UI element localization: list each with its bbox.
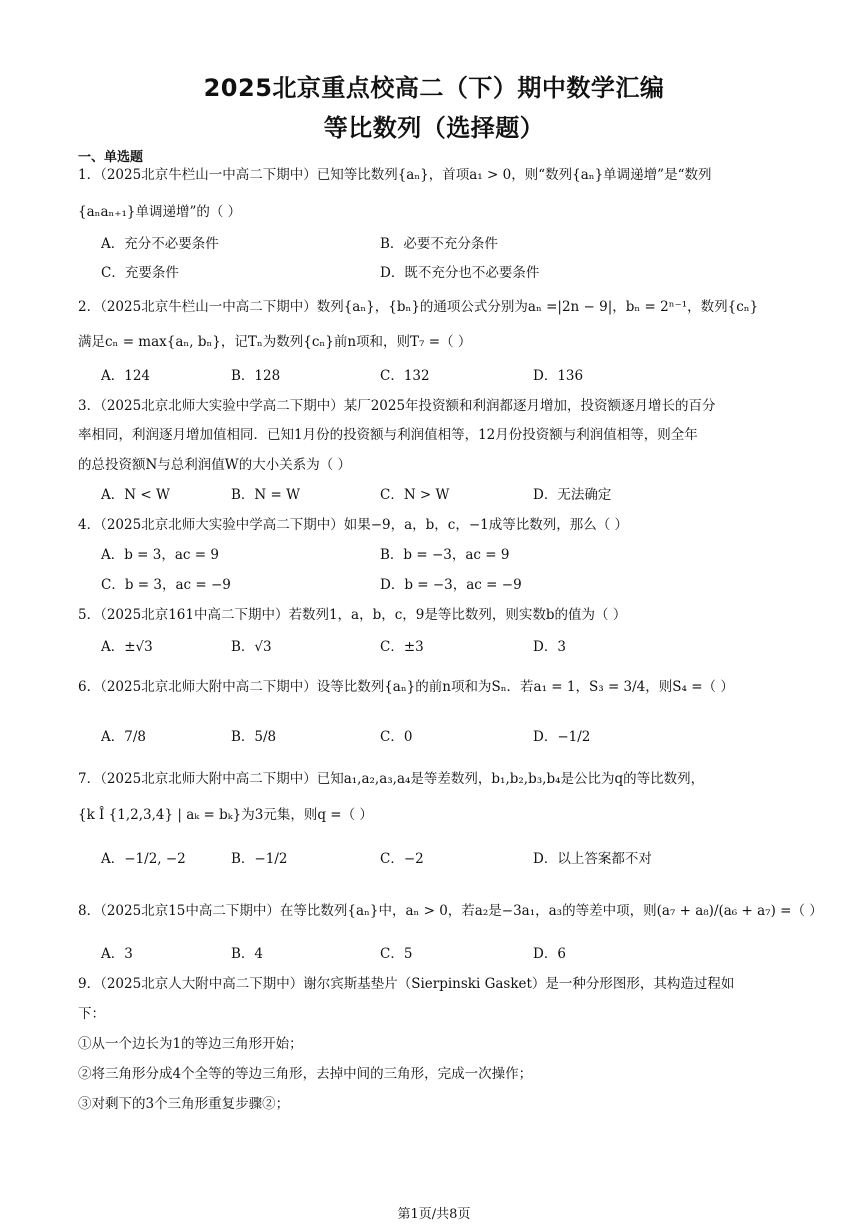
- option-b: B．√3: [231, 639, 272, 655]
- question-text: 1．（2025北京牛栏山一中高二下期中）已知等比数列{aₙ}，首项a₁ > 0，则“数列{aₙ}单调递增”是“数列: [78, 167, 712, 183]
- question-text: 下：: [78, 1006, 105, 1022]
- question-text: 2．（2025北京牛栏山一中高二下期中）数列{aₙ}，{bₙ}的通项公式分别为aₙ =|2n − 9|，bₙ = 2ⁿ⁻¹，数列{cₙ}: [78, 299, 759, 315]
- option-b: B．5/8: [231, 729, 277, 745]
- option-a: A．充分不必要条件: [101, 236, 219, 252]
- option-c: C．5: [380, 946, 413, 962]
- question-text: 7．（2025北京北师大附中高二下期中）已知a₁,a₂,a₃,a₄是等差数列，b₁,b₂,b₃,b₄是公比为q的等比数列，: [78, 771, 705, 787]
- question-text: 率相同，利润逐月增加值相同．已知1月份的投资额与利润值相等，12月份投资额与利润值相等，则全年: [78, 427, 698, 443]
- option-d: D．无法确定: [533, 487, 612, 503]
- option-d: D．既不充分也不必要条件: [380, 265, 540, 281]
- section-heading: 一、单选题: [78, 150, 144, 165]
- document-title: 2025北京重点校高二（下）期中数学汇编: [203, 74, 665, 102]
- question-text: 4．（2025北京北师大实验中学高二下期中）如果−9，a，b，c，−1成等比数列，那么（ ）: [78, 517, 629, 533]
- option-a: A．b = 3，ac = 9: [101, 547, 219, 563]
- page-number: 第1页/共8页: [397, 1207, 471, 1222]
- option-d: D．−1/2: [533, 729, 591, 745]
- option-a: A．N < W: [101, 487, 170, 503]
- option-d: D．以上答案都不对: [533, 851, 652, 867]
- question-text: 6．（2025北京北师大附中高二下期中）设等比数列{aₙ}的前n项和为Sₙ．若a₁ = 1，S₃ = 3/4，则S₄ =（ ）: [78, 679, 734, 695]
- option-a: A．±√3: [101, 639, 153, 655]
- option-d: D．3: [533, 639, 566, 655]
- question-text: {k Î {1,2,3,4} | aₖ = bₖ}为3元集，则q =（ ）: [78, 807, 373, 823]
- option-c: C．b = 3，ac = −9: [101, 577, 231, 593]
- option-b: B．128: [231, 368, 281, 384]
- question-text: 8．（2025北京15中高二下期中）在等比数列{aₙ}中，aₙ > 0，若a₂是−3a₁，a₃的等差中项，则(a₇ + a₈)/(a₆ + a₇) =（ ）: [78, 903, 823, 919]
- option-c: C．±3: [380, 639, 424, 655]
- option-b: B．N = W: [231, 487, 301, 503]
- option-d: D．6: [533, 946, 566, 962]
- question-text: ②将三角形分成4个全等的等边三角形，去掉中间的三角形，完成一次操作；: [78, 1066, 533, 1082]
- question-text: 满足cₙ = max{aₙ, bₙ}，记Tₙ为数列{cₙ}前n项和，则T₇ =（ ）: [78, 334, 472, 350]
- option-a: A．3: [101, 946, 133, 962]
- option-c: C．−2: [380, 851, 424, 867]
- option-c: C．充要条件: [101, 265, 179, 281]
- option-c: C．132: [380, 368, 430, 384]
- option-b: B．b = −3，ac = 9: [380, 547, 510, 563]
- document-subtitle: 等比数列（选择题）: [323, 114, 545, 142]
- option-b: B．必要不充分条件: [380, 236, 498, 252]
- option-a: A．124: [101, 368, 151, 384]
- option-b: B．4: [231, 946, 264, 962]
- option-a: A．7/8: [101, 729, 146, 745]
- question-text: 3．（2025北京北师大实验中学高二下期中）某厂2025年投资额和利润都逐月增加，投资额逐月增长的百分: [78, 398, 716, 414]
- question-text: {aₙaₙ₊₁}单调递增”的（ ）: [78, 204, 242, 220]
- option-c: C．0: [380, 729, 413, 745]
- option-a: A．−1/2, −2: [101, 851, 186, 867]
- question-text: 5．（2025北京161中高二下期中）若数列1，a，b，c，9是等比数列，则实数b的值为（ ）: [78, 607, 627, 623]
- question-text: ①从一个边长为1的等边三角形开始；: [78, 1036, 303, 1052]
- option-d: D．136: [533, 368, 584, 384]
- question-text: 9．（2025北京人大附中高二下期中）谢尔宾斯基垫片（Sierpinski Gasket）是一种分形图形，其构造过程如: [78, 976, 735, 992]
- option-b: B．−1/2: [231, 851, 288, 867]
- option-c: C．N > W: [380, 487, 450, 503]
- question-text: 的总投资额N与总利润值W的大小关系为（ ）: [78, 457, 351, 473]
- option-d: D．b = −3，ac = −9: [380, 577, 522, 593]
- question-text: ③对剩下的3个三角形重复步骤②；: [78, 1096, 290, 1112]
